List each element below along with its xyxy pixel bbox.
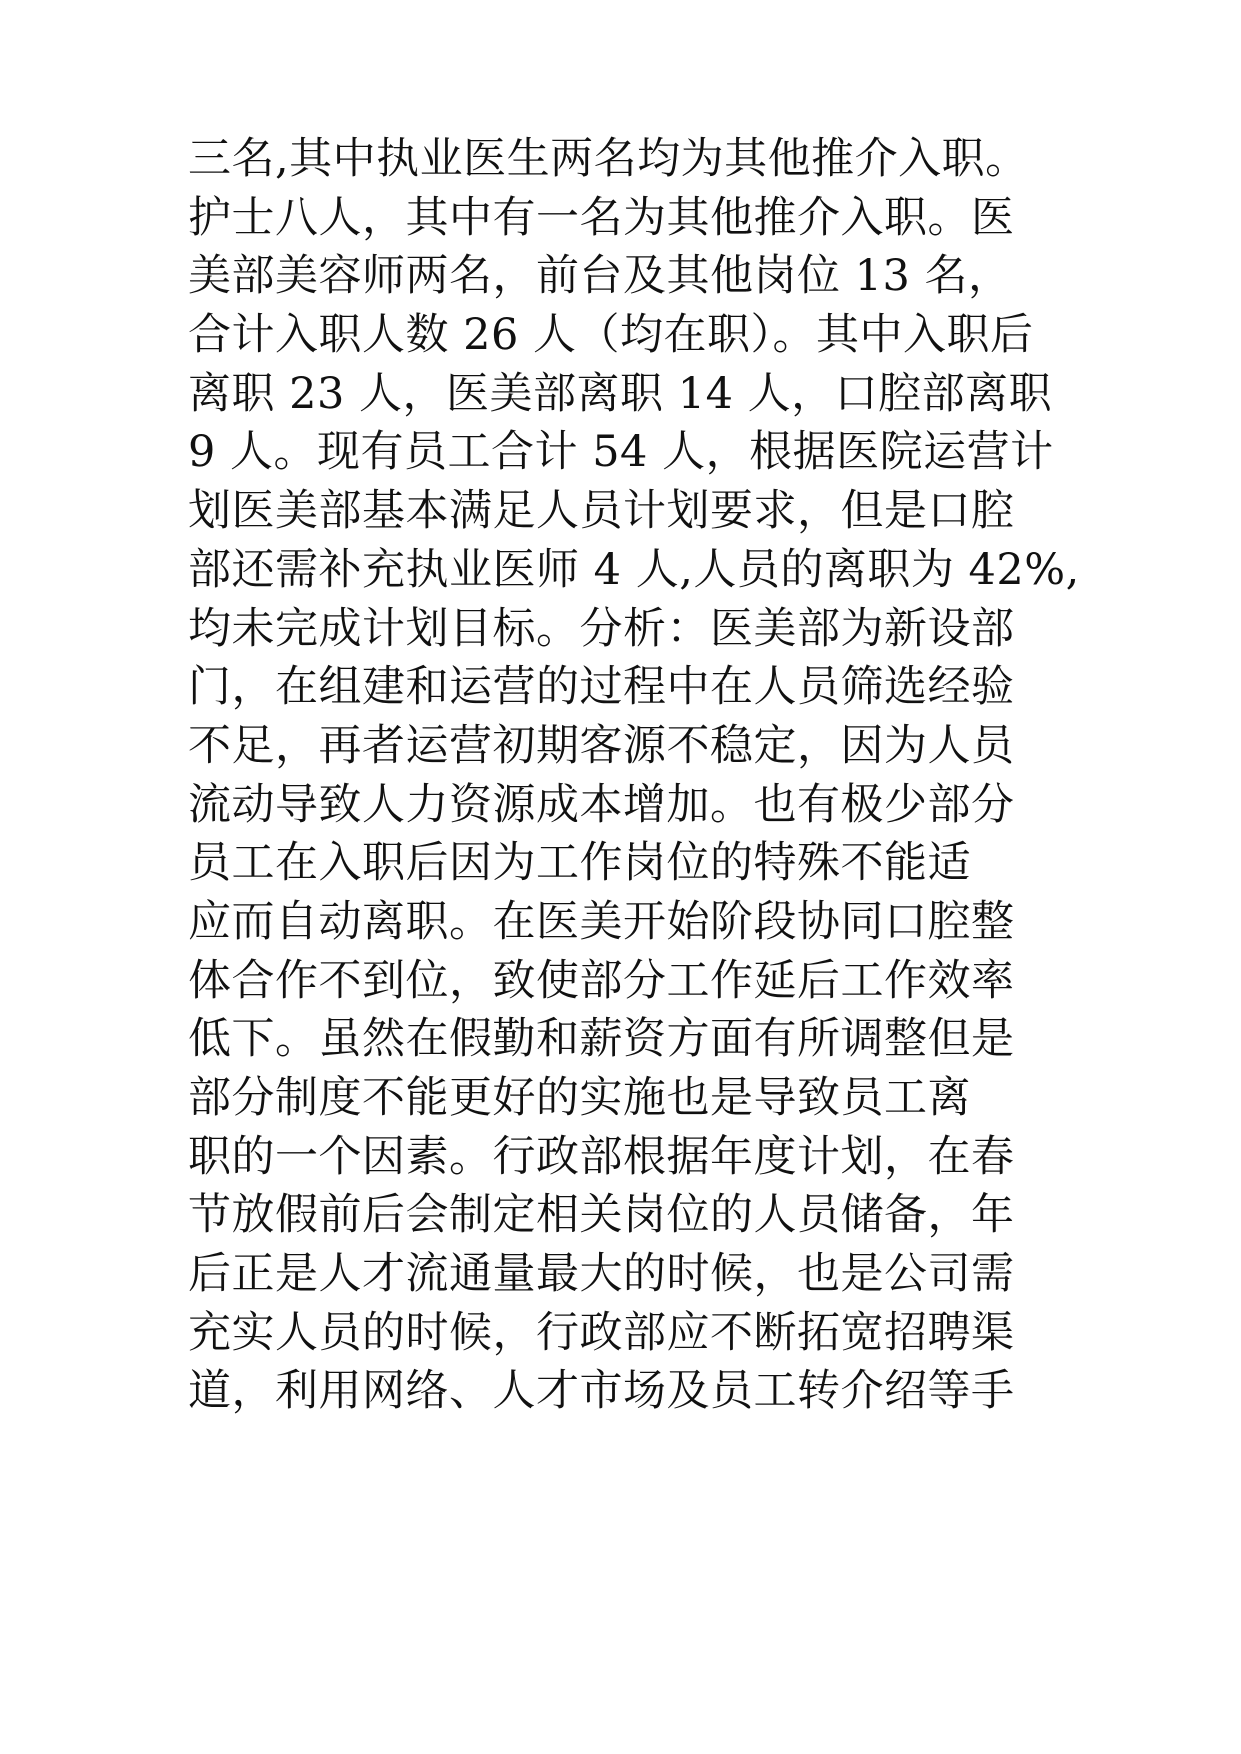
text-line: 流动导致人力资源成本增加。也有极少部分: [188, 779, 1015, 830]
text-line: 充实人员的时候，行政部应不断拓宽招聘渠: [188, 1307, 1015, 1358]
text-line: 应而自动离职。在医美开始阶段协同口腔整: [188, 896, 1015, 947]
text-line: 低下。虽然在假勤和薪资方面有所调整但是: [188, 1014, 1015, 1065]
text-line: 门，在组建和运营的过程中在人员筛选经验: [188, 662, 1015, 713]
text-line: 护士八人，其中有一名为其他推介入职。医: [188, 192, 1015, 243]
body-text: [188, 130, 1088, 1421]
text-line: 部还需补充执业医师 4 人,人员的离职为 42%,: [188, 544, 1080, 595]
text-line: 均未完成计划目标。分析：医美部为新设部: [188, 603, 1015, 654]
text-line: 体合作不到位，致使部分工作延后工作效率: [188, 955, 1015, 1006]
text-line: 三名,其中执业医生两名均为其他推介入职。: [188, 134, 1029, 184]
text-line: 后正是人才流通量最大的时候，也是公司需: [188, 1249, 1015, 1300]
text-line: 不足，再者运营初期客源不稳定，因为人员: [188, 720, 1015, 771]
text-line: 9 人。现有员工合计 54 人，根据医院运营计: [188, 427, 1054, 478]
text-line: 职的一个因素。行政部根据年度计划，在春: [188, 1131, 1015, 1182]
text-line: 道，利用网络、人才市场及员工转介绍等手: [188, 1366, 1015, 1417]
text-line: 员工在入职后因为工作岗位的特殊不能适: [188, 838, 971, 889]
text-line: 美部美容师两名，前台及其他岗位 13 名，: [188, 251, 1012, 302]
text-line: 节放假前后会制定相关岗位的人员储备，年: [188, 1190, 1015, 1241]
text-line: 合计入职人数 26 人（均在职）。其中入职后: [188, 310, 1034, 361]
text-line: 划医美部基本满足人员计划要求，但是口腔: [188, 486, 1015, 537]
text-line: 离职 23 人，医美部离职 14 人，口腔部离职: [188, 368, 1053, 419]
text-line: 部分制度不能更好的实施也是导致员工离: [188, 1073, 971, 1123]
